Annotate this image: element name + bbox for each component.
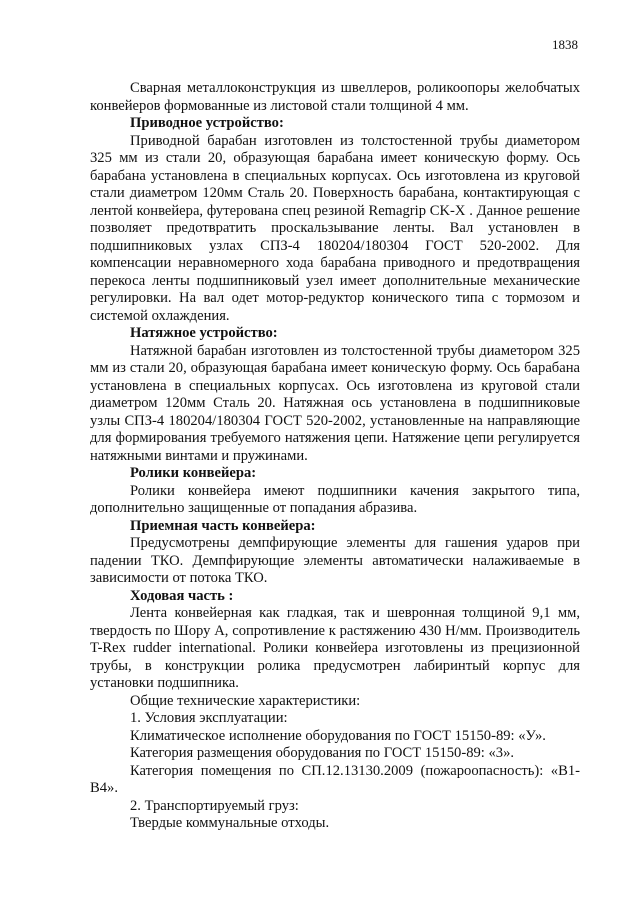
- section-heading-tension: Натяжное устройство:: [130, 325, 278, 341]
- section-heading-receiving: Приемная часть конвейера:: [130, 517, 316, 534]
- page-number: 1838: [552, 37, 578, 52]
- drive-paragraph: Приводной барабан изготовлен из толстостенной трубы диаметором 325 мм из стали 20, образующая барабана имеет коническую форму. Ось барабана установлена в специальных корпусах. Ось изготовлена из круговой стали диаметром 120мм Сталь 20. Поверхность барабана, контактирующая с лентой конвейера, футерована спец резиной Remagrip CK-X . Данное решение позволяет предотвратить проскальзывание ленты. Вал установлен в подшипниковых узлах СПЗ-4 180204/180304 ГОСТ 520-2002. Для компенсации неравномерного хода барабана приводного и предотвращения перекоса ленты подшипниковый узел имеет дополнительные механические регулировки. На вал одет мотор-редуктор конического типа с тормозом и системой охлаждения.: [90, 132, 580, 324]
- placement-line: Категория размещения оборудования по ГОСТ 15150-89: «3».: [130, 745, 515, 761]
- section-heading-drive: Приводное устройство:: [130, 115, 284, 131]
- operating-conditions-line: 1. Условия эксплуатации:: [130, 710, 288, 726]
- receiving-paragraph: Предусмотрены демпфирующие элементы для гашения ударов при падении ТКО. Демпфирующие элементы автоматически налаживаемые в зависимости от потока ТКО.: [90, 535, 580, 586]
- waste-line: Твердые коммунальные отходы.: [130, 815, 330, 831]
- section-heading-running: Ходовая часть :: [130, 587, 234, 604]
- document-body: [90, 80, 580, 833]
- running-paragraph: Лента конвейерная как гладкая, так и шевронная толщиной 9,1 мм, твердость по Шору А, сопротивление к растяжению 430 Н/мм. Производитель T-Rex rudder international. Ролики конвейера изготовлены из прецизионной трубы, в конструкции ролика предусмотрен лабиринтый корпус для установки подшипника.: [90, 605, 580, 691]
- fire-category-paragraph: Категория помещения по СП.12.13130.2009 (пожароопасность): «В1-В4».: [90, 762, 580, 796]
- specs-intro-line: Общие технические характеристики:: [130, 692, 361, 709]
- cargo-line: 2. Транспортируемый груз:: [130, 797, 299, 814]
- climate-line: Климатическое исполнение оборудования по ГОСТ 15150-89: «У».: [130, 727, 546, 744]
- rollers-paragraph: Ролики конвейера имеют подшипники качения закрытого типа, дополнительно защищенные от попадания абразива.: [90, 482, 580, 516]
- intro-paragraph: Сварная металлоконструкция из швеллеров, роликоопоры желобчатых конвейеров формованные из листовой стали толщиной 4 мм.: [90, 80, 580, 114]
- section-heading-rollers: Ролики конвейера:: [130, 465, 257, 481]
- tension-paragraph: Натяжной барабан изготовлен из толстостенной трубы диаметором 325 мм из стали 20, образующая барабана имеет коническую форму. Ось барабана установлена в специальных корпусах. Ось изготовлена из круговой стали диаметром 120мм Сталь 20. Натяжная ось установлена в подшипниковые узлы СПЗ-4 180204/180304 ГОСТ 520-2002, установленные на направляющие для формирования требуемого натяжения цепи. Натяжение цепи регулируется натяжными винтами и пружинами.: [90, 342, 580, 464]
